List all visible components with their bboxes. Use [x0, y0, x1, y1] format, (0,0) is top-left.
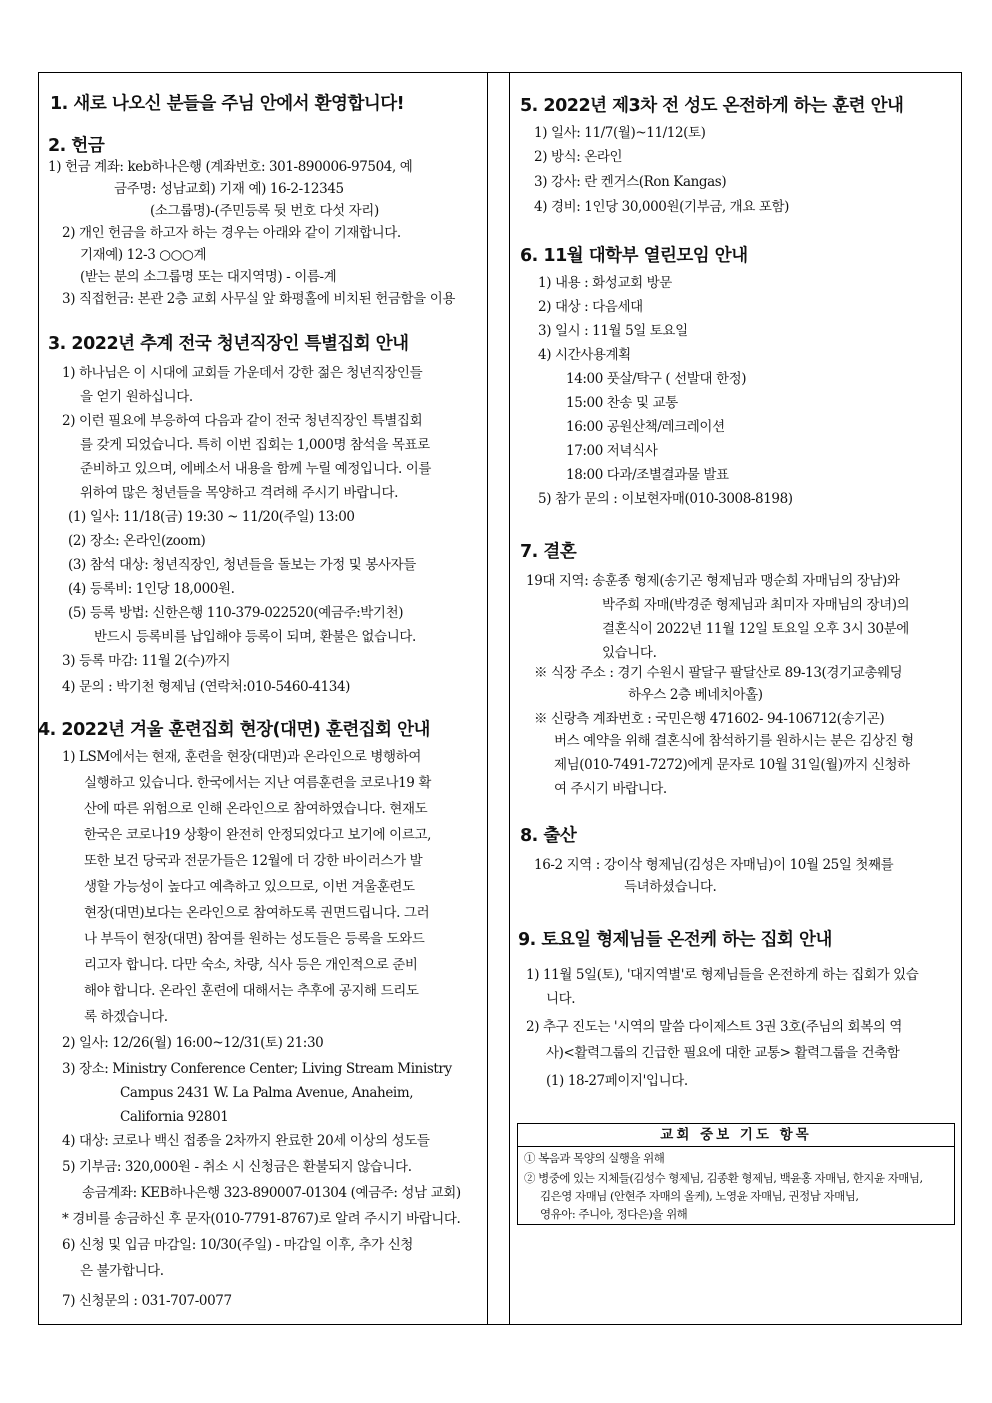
wedding-line: 하우스 2층 베네치아홀) — [628, 687, 763, 703]
section-title-college-meeting: 6. 11월 대학부 열린모임 안내 — [520, 246, 748, 266]
schedule-item: 16:00 공원산책/레크레이션 — [566, 419, 725, 435]
wedding-line: 19대 지역: 송훈종 형제(송기곤 형제님과 맹순희 자매님의 장남)와 — [526, 573, 900, 589]
winter-line: 7) 신청문의 : 031-707-0077 — [62, 1293, 232, 1309]
wedding-line: 박주희 자매(박경준 형제님과 최미자 자매님의 장녀)의 — [602, 597, 910, 613]
youth-line: (3) 참석 대상: 청년직장인, 청년들을 돌보는 가정 및 봉사자들 — [68, 557, 416, 573]
birth-line: 16-2 지역 : 강이삭 형제님(김성은 자매님)이 10월 25일 첫째를 — [534, 857, 894, 873]
brothers-line: 2) 추구 진도는 '시역의 말씀 다이제스트 3권 3호(주님의 회복의 역 — [526, 1019, 903, 1035]
college-line: 1) 내용 : 화성교회 방문 — [538, 275, 672, 291]
schedule-item: 14:00 풋살/탁구 ( 선발대 한정) — [566, 371, 747, 387]
saints-line: 4) 경비: 1인당 30,000원(기부금, 개요 포함) — [534, 199, 790, 215]
wedding-line: ※ 식장 주소 : 경기 수원시 팔달구 팔달산로 89-13(경기교총웨딩 — [534, 665, 903, 681]
youth-line: (2) 장소: 온라인(zoom) — [68, 533, 206, 549]
column-divider — [509, 72, 510, 1325]
youth-line: 4) 문의 : 박기천 형제님 (연락처:010-5460-4134) — [62, 679, 350, 695]
offering-line: (받는 분의 소그룹명 또는 대지역명) - 이름-계 — [80, 269, 337, 285]
prayer-item: 김은영 자매님 (안현주 자매의 올케), 노영윤 자매님, 권정남 자매님, — [540, 1189, 859, 1203]
winter-line: 실행하고 있습니다. 한국에서는 지난 여름훈련을 코로나19 확 — [84, 775, 432, 791]
winter-line: 한국은 코로나19 상황이 완전히 안정되었다고 보기에 이르고, — [84, 827, 432, 843]
winter-line: 3) 장소: Ministry Conference Center; Living Stream Ministry — [62, 1061, 452, 1077]
offering-line: 1) 헌금 계좌: keb하나은행 (계좌번호: 301-890006-97504, 예 — [48, 159, 413, 175]
section-title-youth-conference: 3. 2022년 추계 전국 청년직장인 특별집회 안내 — [48, 334, 409, 354]
section-title-birth: 8. 출산 — [520, 826, 577, 846]
saints-line: 1) 일사: 11/7(월)~11/12(토) — [534, 125, 706, 141]
youth-line: (5) 등록 방법: 신한은행 110-379-022520(예금주:박기천) — [68, 605, 404, 621]
youth-line: 1) 하나님은 이 시대에 교회들 가운데서 강한 젊은 청년직장인들 — [62, 365, 423, 381]
schedule-item: 17:00 저녁식사 — [566, 443, 658, 459]
winter-line: 은 불가합니다. — [80, 1263, 164, 1279]
winter-line: 4) 대상: 코로나 백신 접종을 2차까지 완료한 20세 이상의 성도들 — [62, 1133, 430, 1149]
college-line: 5) 참가 문의 : 이보현자매(010-3008-8198) — [538, 491, 793, 507]
offering-line: 2) 개인 헌금을 하고자 하는 경우는 아래와 같이 기재합니다. — [62, 225, 401, 241]
college-line: 4) 시간사용계획 — [538, 347, 631, 363]
youth-line: 를 갖게 되었습니다. 특히 이번 집회는 1,000명 참석을 목표로 — [80, 437, 430, 453]
section-title-wedding: 7. 결혼 — [520, 542, 577, 562]
birth-line: 득녀하셨습니다. — [624, 879, 717, 895]
schedule-item: 15:00 찬송 및 교통 — [566, 395, 678, 411]
prayer-item: ② 병중에 있는 지체들(김성수 형제님, 김종환 형제님, 백윤홍 자매님, 한지윤 자매님, — [524, 1171, 923, 1185]
winter-line: 5) 기부금: 320,000원 - 취소 시 신청금은 환불되지 않습니다. — [62, 1159, 412, 1175]
offering-line: (소그룹명)-(주민등록 뒷 번호 다섯 자리) — [150, 203, 379, 219]
winter-line: 리고자 합니다. 다만 숙소, 차량, 식사 등은 개인적으로 준비 — [84, 957, 418, 973]
section-title-welcome: 1. 새로 나오신 분들을 주님 안에서 환영합니다! — [50, 94, 405, 114]
wedding-line: 제님(010-7491-7272)에게 문자로 10월 31일(월)까지 신청하 — [554, 757, 910, 773]
youth-line: 준비하고 있으며, 에베소서 내용을 함께 누릴 예정입니다. 이를 — [80, 461, 432, 477]
brothers-line: 니다. — [546, 991, 576, 1007]
prayer-item: 영유아: 주니아, 정다은)을 위해 — [540, 1207, 688, 1221]
winter-line: 또한 보건 당국과 전문가들은 12월에 더 강한 바이러스가 발 — [84, 853, 423, 869]
saints-line: 2) 방식: 온라인 — [534, 149, 623, 165]
schedule-item: 18:00 다과/조별결과물 발표 — [566, 467, 729, 483]
offering-line: 3) 직접헌금: 본관 2층 교회 사무실 앞 화평홀에 비치된 헌금함을 이용 — [62, 291, 455, 307]
wedding-line: ※ 신랑측 계좌번호 : 국민은행 471602- 94-106712(송기곤) — [534, 711, 885, 727]
prayer-box-title: 교회 중보 기도 항목 — [518, 1124, 954, 1147]
winter-line: 송금계좌: KEB하나은행 323-890007-01304 (예금주: 성남 교회) — [82, 1185, 461, 1201]
winter-line: 록 하겠습니다. — [84, 1009, 168, 1025]
winter-line: 산에 따른 위험으로 인해 온라인으로 참여하였습니다. 현재도 — [84, 801, 428, 817]
youth-line: 3) 등록 마감: 11월 2(수)까지 — [62, 653, 231, 669]
winter-line: 2) 일사: 12/26(월) 16:00~12/31(토) 21:30 — [62, 1035, 324, 1051]
youth-line: 반드시 등록비를 납입해야 등록이 되며, 환불은 없습니다. — [94, 629, 416, 645]
column-divider — [487, 72, 488, 1325]
section-title-saints-training: 5. 2022년 제3차 전 성도 온전하게 하는 훈련 안내 — [520, 96, 904, 116]
wedding-line: 여 주시기 바랍니다. — [554, 781, 667, 797]
youth-line: 2) 이런 필요에 부응하여 다음과 같이 전국 청년직장인 특별집회 — [62, 413, 423, 429]
brothers-line: 1) 11월 5일(토), '대지역별'로 형제님들을 온전하게 하는 집회가 있습 — [526, 967, 919, 983]
winter-line: California 92801 — [120, 1109, 229, 1125]
youth-line: (1) 일사: 11/18(금) 19:30 ~ 11/20(주일) 13:00 — [68, 509, 355, 525]
wedding-line: 있습니다. — [602, 645, 657, 661]
youth-line: (4) 등록비: 1인당 18,000원. — [68, 581, 235, 597]
winter-line: Campus 2431 W. La Palma Avenue, Anaheim, — [120, 1085, 414, 1101]
section-title-offering: 2. 헌금 — [48, 136, 105, 156]
prayer-item: ① 복음과 목양의 실행을 위해 — [524, 1151, 665, 1165]
college-line: 2) 대상 : 다음세대 — [538, 299, 643, 315]
youth-line: 을 얻기 원하십니다. — [80, 389, 193, 405]
offering-line: 금주명: 성남교회) 기재 예) 16-2-12345 — [114, 181, 344, 197]
winter-line: 1) LSM에서는 현재, 훈련을 현장(대면)과 온라인으로 병행하여 — [62, 749, 421, 765]
brothers-line: (1) 18-27페이지'입니다. — [546, 1073, 688, 1089]
youth-line: 위하여 많은 청년들을 목양하고 격려해 주시기 바랍니다. — [80, 485, 398, 501]
section-title-winter-training: 4. 2022년 겨울 훈련집회 현장(대면) 훈련집회 안내 — [38, 720, 430, 740]
prayer-box — [517, 1123, 955, 1225]
winter-line: 해야 합니다. 온라인 훈련에 대해서는 추후에 공지해 드리도 — [84, 983, 419, 999]
winter-line: 생할 가능성이 높다고 예측하고 있으므로, 이번 겨울훈련도 — [84, 879, 415, 895]
winter-line: * 경비를 송금하신 후 문자(010-7791-8767)로 알려 주시기 바랍니다. — [62, 1211, 461, 1227]
winter-line: 나 부득이 현장(대면) 참여를 원하는 성도들은 등록을 도와드 — [84, 931, 425, 947]
offering-line: 기재예) 12-3 ○○○계 — [80, 247, 207, 263]
winter-line: 6) 신청 및 입금 마감일: 10/30(주일) - 마감일 이후, 추가 신청 — [62, 1237, 413, 1253]
brothers-line: 사)<활력그룹의 긴급한 필요에 대한 교통> 활력그룹을 건축함 — [546, 1045, 900, 1061]
college-line: 3) 일시 : 11월 5일 토요일 — [538, 323, 688, 339]
wedding-line: 버스 예약을 위해 결혼식에 참석하기를 원하시는 분은 김상진 형 — [554, 733, 914, 749]
winter-line: 현장(대면)보다는 온라인으로 참여하도록 권면드립니다. 그러 — [84, 905, 430, 921]
wedding-line: 결혼식이 2022년 11월 12일 토요일 오후 3시 30분에 — [602, 621, 909, 637]
section-title-brothers-meeting: 9. 토요일 형제님들 온전케 하는 집회 안내 — [518, 930, 832, 950]
saints-line: 3) 강사: 란 켄거스(Ron Kangas) — [534, 174, 727, 190]
